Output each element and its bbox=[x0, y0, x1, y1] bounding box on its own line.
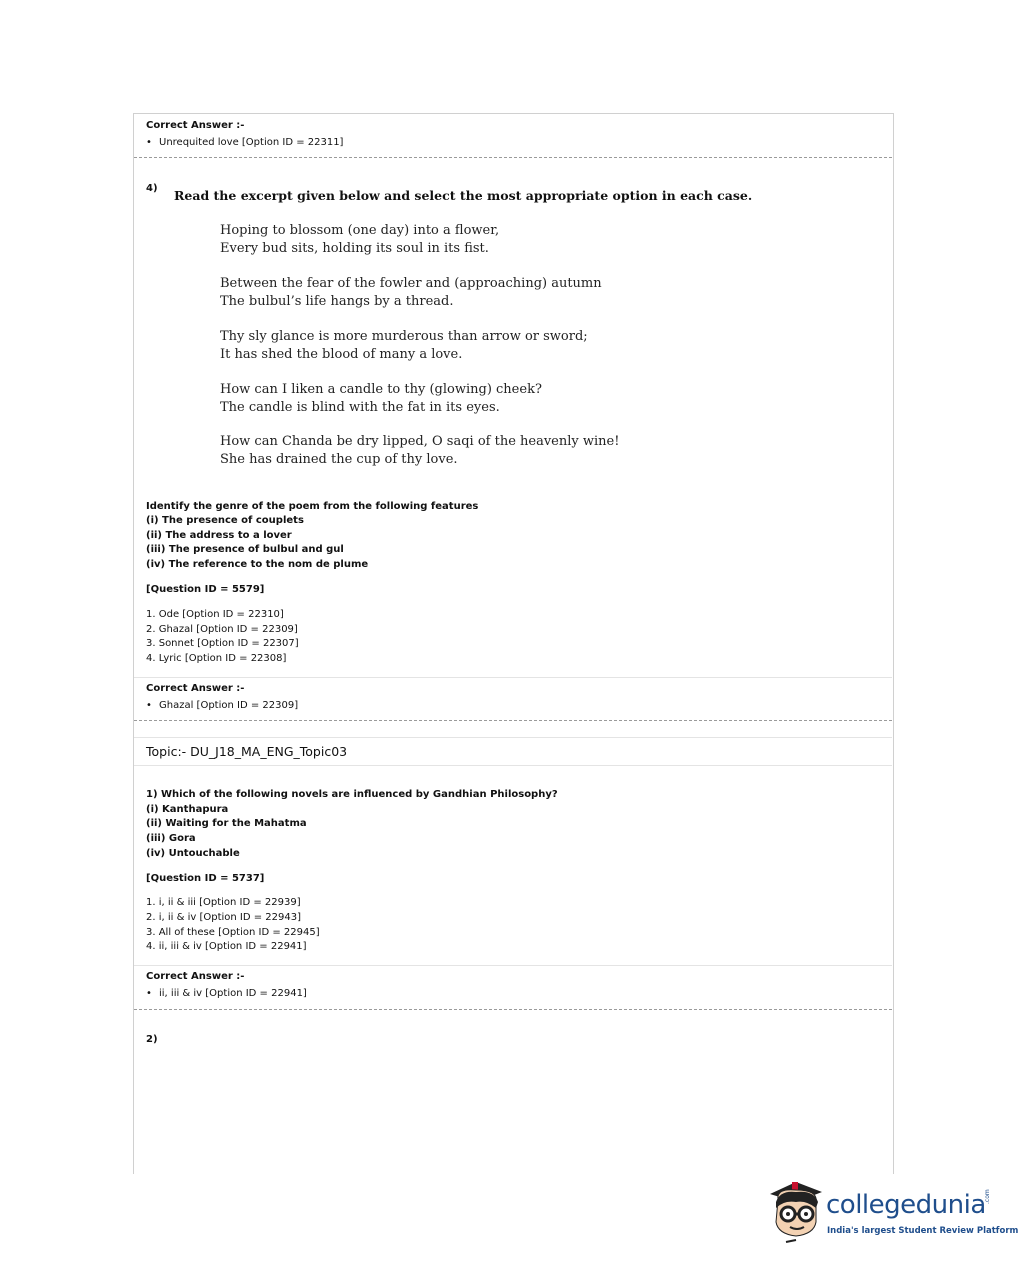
question-text: 1) Which of the following novels are influenced by Gandhian Philosophy? bbox=[146, 789, 558, 800]
question-instruction: Read the excerpt given below and select the most appropriate option in each case. bbox=[174, 188, 753, 203]
poem-line: How can Chanda be dry lipped, O saqi of the heavenly wine! bbox=[220, 434, 620, 449]
option: 4. Lyric [Option ID = 22308] bbox=[146, 653, 287, 664]
divider bbox=[134, 157, 892, 158]
divider bbox=[134, 737, 892, 738]
poem-line: How can I liken a candle to thy (glowing) cheek? bbox=[220, 382, 542, 397]
divider bbox=[134, 677, 892, 678]
correct-answer: • ii, iii & iv [Option ID = 22941] bbox=[146, 988, 307, 999]
question-id: [Question ID = 5737] bbox=[146, 873, 265, 884]
question-text: Identify the genre of the poem from the following features bbox=[146, 501, 479, 512]
option: 2. i, ii & iv [Option ID = 22943] bbox=[146, 912, 301, 923]
question-text: (ii) The address to a lover bbox=[146, 530, 292, 541]
question-number: 4) bbox=[146, 183, 158, 194]
correct-answer-label: Correct Answer :- bbox=[146, 120, 245, 131]
poem-line: The bulbul’s life hangs by a thread. bbox=[220, 294, 454, 309]
correct-answer-label: Correct Answer :- bbox=[146, 971, 245, 982]
option: 4. ii, iii & iv [Option ID = 22941] bbox=[146, 941, 307, 952]
poem-line: Hoping to blossom (one day) into a flower, bbox=[220, 223, 500, 238]
logo-suffix: .com bbox=[984, 1189, 991, 1204]
logo-wordmark: collegedunia bbox=[826, 1190, 986, 1220]
question-text: (iii) The presence of bulbul and gul bbox=[146, 544, 344, 555]
graduate-mascot-icon bbox=[766, 1178, 828, 1248]
collegedunia-logo bbox=[766, 1178, 1019, 1248]
correct-answer: • Ghazal [Option ID = 22309] bbox=[146, 700, 298, 711]
option: 2. Ghazal [Option ID = 22309] bbox=[146, 624, 298, 635]
poem-line: Thy sly glance is more murderous than arrow or sword; bbox=[220, 329, 588, 344]
question-text: (iv) Untouchable bbox=[146, 848, 240, 859]
correct-answer-label: Correct Answer :- bbox=[146, 683, 245, 694]
divider bbox=[134, 1009, 892, 1010]
option: 1. i, ii & iii [Option ID = 22939] bbox=[146, 897, 301, 908]
topic-title: Topic:- DU_J18_MA_ENG_Topic03 bbox=[146, 744, 348, 759]
question-text: (i) Kanthapura bbox=[146, 804, 229, 815]
divider bbox=[134, 765, 892, 766]
option: 3. Sonnet [Option ID = 22307] bbox=[146, 638, 299, 649]
poem-line: It has shed the blood of many a love. bbox=[220, 347, 463, 362]
poem-line: Between the fear of the fowler and (approaching) autumn bbox=[220, 276, 602, 291]
divider bbox=[134, 965, 892, 966]
poem-line: She has drained the cup of thy love. bbox=[220, 452, 458, 467]
logo-tagline: India's largest Student Review Platform bbox=[827, 1226, 1019, 1236]
question-text: (iii) Gora bbox=[146, 833, 196, 844]
poem-line: Every bud sits, holding its soul in its fist. bbox=[220, 241, 489, 256]
option: 1. Ode [Option ID = 22310] bbox=[146, 609, 284, 620]
question-text: (i) The presence of couplets bbox=[146, 515, 304, 526]
question-text: (iv) The reference to the nom de plume bbox=[146, 559, 369, 570]
correct-answer: • Unrequited love [Option ID = 22311] bbox=[146, 137, 343, 148]
poem-line: The candle is blind with the fat in its eyes. bbox=[220, 400, 500, 415]
question-number: 2) bbox=[146, 1034, 158, 1045]
question-id: [Question ID = 5579] bbox=[146, 584, 265, 595]
question-text: (ii) Waiting for the Mahatma bbox=[146, 818, 307, 829]
divider bbox=[134, 720, 892, 721]
option: 3. All of these [Option ID = 22945] bbox=[146, 927, 320, 938]
